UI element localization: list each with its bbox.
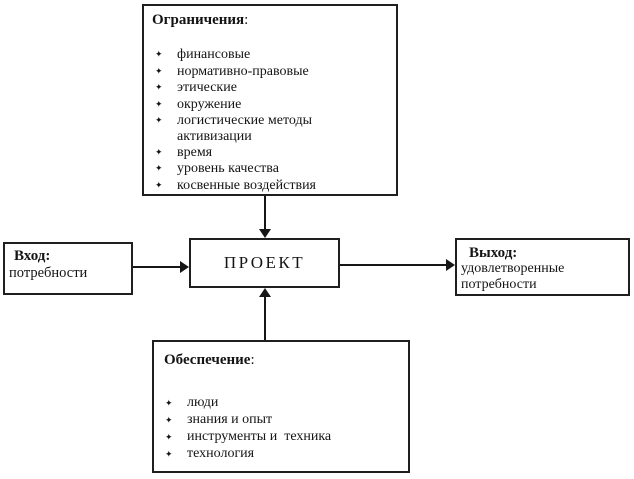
bullet-list-item — [152, 47, 390, 64]
constraints-box — [142, 4, 398, 196]
arrowhead-down-icon — [259, 229, 271, 238]
bullet-item-label: уровень качества — [177, 161, 279, 177]
diamond-bullet-icon: ✦ — [155, 99, 163, 110]
diamond-bullet-icon: ✦ — [155, 180, 163, 191]
project-box — [189, 238, 340, 288]
diamond-bullet-icon: ✦ — [155, 66, 163, 77]
bullet-list-item — [152, 80, 390, 97]
project-label: ПРОЕКТ — [223, 253, 306, 272]
support-list — [162, 395, 402, 463]
input-subtitle: потребности — [9, 265, 88, 281]
diamond-bullet-icon: ✦ — [155, 147, 163, 158]
arrow-shaft — [264, 296, 266, 340]
bullet-list-item — [162, 412, 402, 429]
support-title-colon: : — [250, 352, 255, 368]
arrow-shaft — [264, 196, 266, 230]
bullet-item-label: знания и опыт — [187, 412, 273, 427]
arrowhead-right-icon — [446, 259, 455, 271]
bullet-item-label: инструменты и техника — [187, 429, 332, 444]
bullet-list-item — [152, 64, 390, 81]
bullet-list-item — [152, 145, 390, 162]
bullet-item-label: нормативно-правовые — [177, 63, 309, 79]
support-title — [164, 352, 402, 369]
bullet-list-item — [152, 97, 390, 114]
bullet-list-item — [152, 161, 390, 178]
diamond-bullet-icon: ✦ — [155, 116, 163, 127]
diamond-bullet-icon: ✦ — [155, 83, 163, 94]
arrow-shaft — [340, 264, 447, 266]
bullet-item-label: люди — [187, 395, 219, 410]
bullet-list-item — [152, 113, 390, 144]
bullet-list-item — [162, 446, 402, 463]
constraints-list — [152, 47, 390, 194]
constraints-title — [152, 12, 390, 29]
diamond-bullet-icon: ✦ — [155, 164, 163, 175]
bullet-item-label: технология — [187, 446, 255, 461]
bullet-item-label: окружение — [177, 96, 242, 112]
bullet-list-item — [162, 395, 402, 412]
support-box — [152, 340, 410, 473]
bullet-list-item — [152, 178, 390, 195]
bullet-list-item — [162, 429, 402, 446]
arrow-shaft — [133, 266, 181, 268]
arrowhead-up-icon — [259, 288, 271, 297]
output-subtitle: удовлетворенные потребности — [461, 261, 565, 292]
support-title-text: Обеспечение — [164, 352, 251, 368]
input-title: Вход: — [14, 248, 51, 264]
constraints-title-colon: : — [244, 12, 249, 28]
output-title: Выход: — [469, 245, 518, 261]
diamond-bullet-icon: ✦ — [165, 433, 173, 443]
diamond-bullet-icon: ✦ — [155, 50, 163, 60]
diamond-bullet-icon: ✦ — [165, 399, 173, 409]
output-box — [455, 238, 630, 296]
bullet-item-label: финансовые — [177, 47, 251, 62]
constraints-title-text: Ограничения — [152, 12, 245, 28]
diamond-bullet-icon: ✦ — [165, 416, 173, 426]
diamond-bullet-icon: ✦ — [165, 450, 173, 460]
input-box — [3, 242, 133, 295]
bullet-item-label: время — [177, 144, 213, 160]
bullet-item-label: логистические методы активизации — [177, 113, 316, 144]
bullet-item-label: этические — [177, 80, 237, 96]
bullet-item-label: косвенные воздействия — [177, 177, 316, 193]
arrowhead-right-icon — [180, 261, 189, 273]
